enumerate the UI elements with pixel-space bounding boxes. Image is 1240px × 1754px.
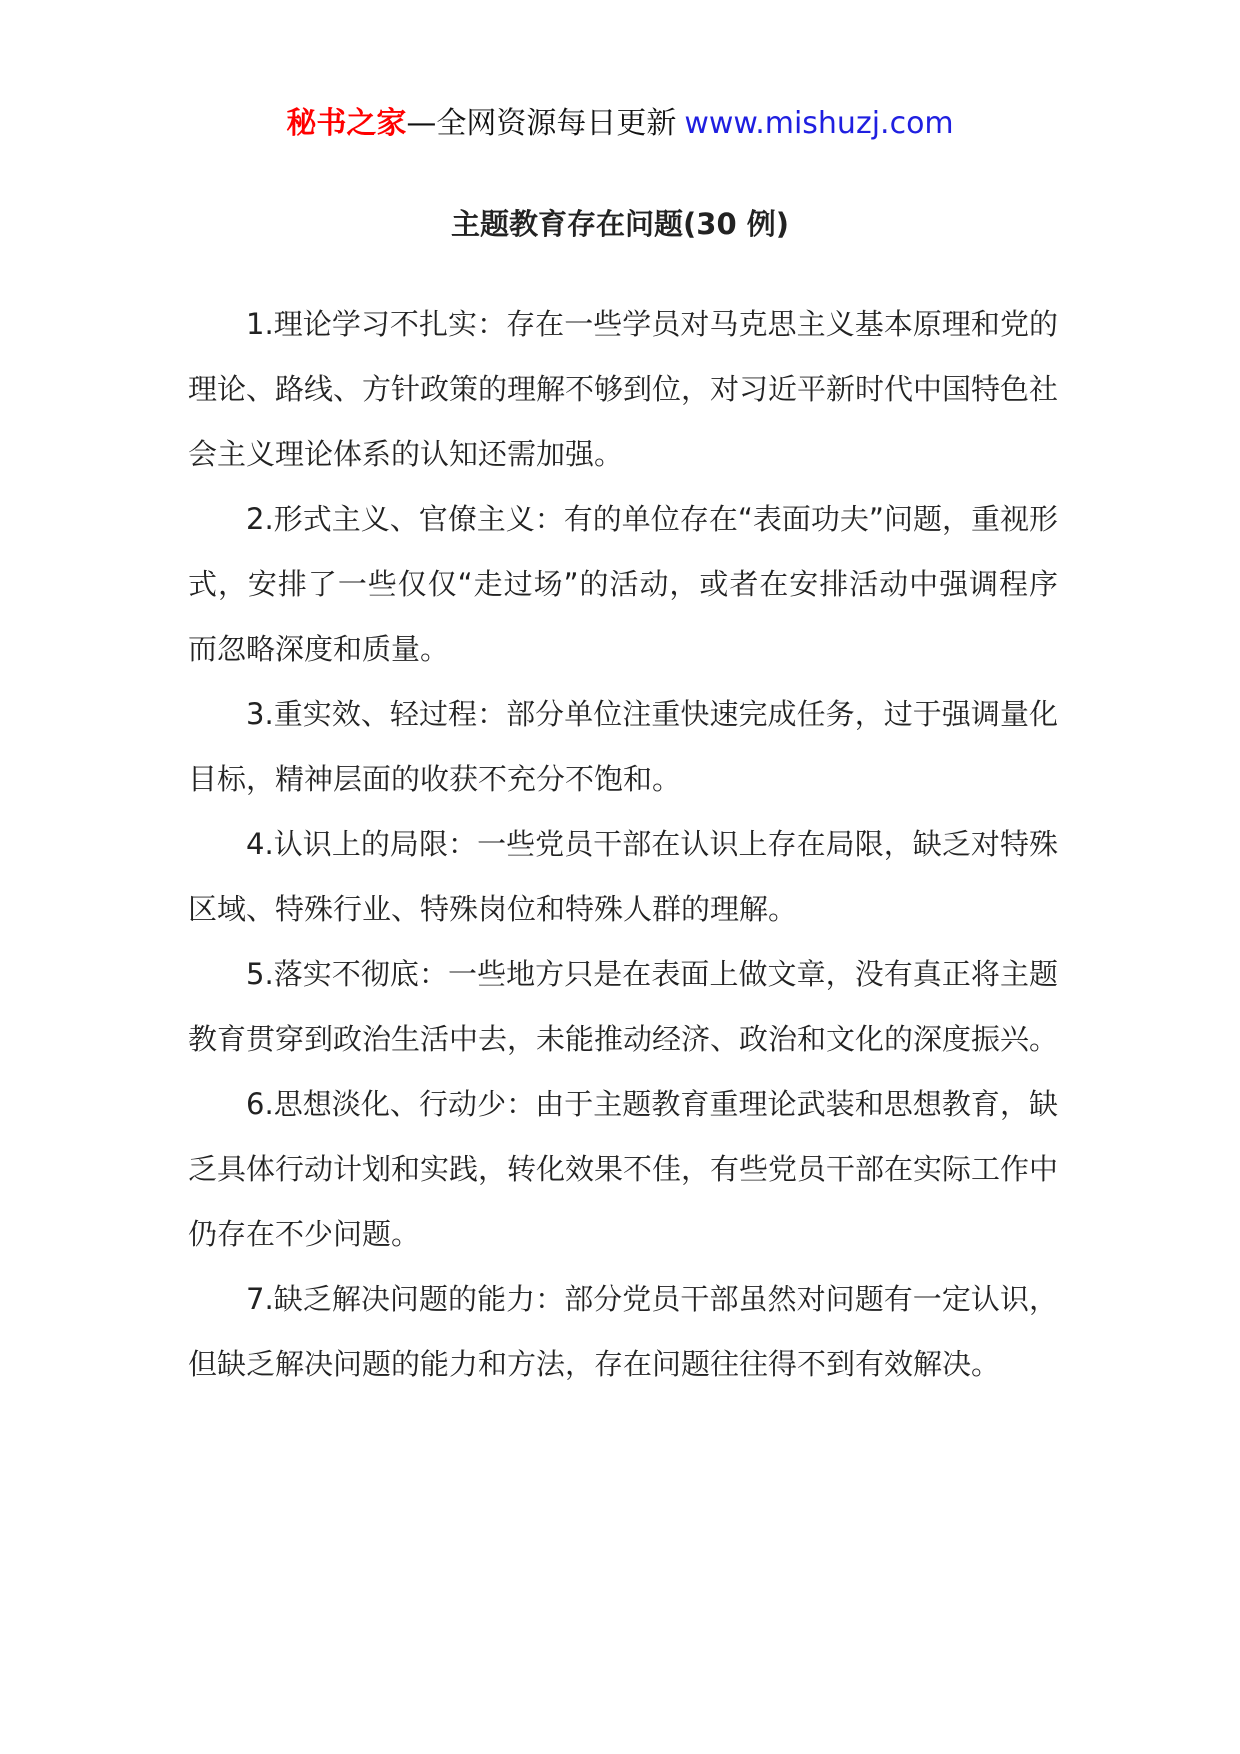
paragraph-item-1: 1.理论学习不扎实：存在一些学员对马克思主义基本原理和党的理论、路线、方针政策的理解不够到位，对习近平新时代中国特色社会主义理论体系的认知还需加强。 (188, 307, 1059, 471)
site-header (0, 102, 1240, 146)
paragraph-item-5: 5.落实不彻底：一些地方只是在表面上做文章，没有真正将主题教育贯穿到政治生活中去，未能推动经济、政治和文化的深度振兴。 (188, 957, 1059, 1056)
site-tagline: —全网资源每日更新 (406, 106, 677, 141)
paragraph-item-2: 2.形式主义、官僚主义：有的单位存在“表面功夫”问题，重视形式，安排了一些仅仅“走过场”的活动，或者在安排活动中强调程序而忽略深度和质量。 (188, 502, 1058, 666)
document-title: 主题教育存在问题(30 例) (451, 207, 789, 241)
paragraph-item-7: 7.缺乏解决问题的能力：部分党员干部虽然对问题有一定认识，但缺乏解决问题的能力和方法，存在问题往往得不到有效解决。 (188, 1282, 1058, 1381)
site-brand: 秘书之家 (286, 106, 407, 141)
document-body (188, 292, 1058, 1397)
paragraph-item-4: 4.认识上的局限：一些党员干部在认识上存在局限，缺乏对特殊区域、特殊行业、特殊岗位和特殊人群的理解。 (188, 827, 1058, 926)
paragraph-item-6: 6.思想淡化、行动少：由于主题教育重理论武装和思想教育，缺乏具体行动计划和实践，转化效果不佳，有些党员干部在实际工作中仍存在不少问题。 (188, 1087, 1059, 1251)
site-url-link[interactable]: www.mishuzj.com (684, 106, 954, 141)
paragraph-item-3: 3.重实效、轻过程：部分单位注重快速完成任务，过于强调量化目标，精神层面的收获不充分不饱和。 (188, 697, 1058, 796)
